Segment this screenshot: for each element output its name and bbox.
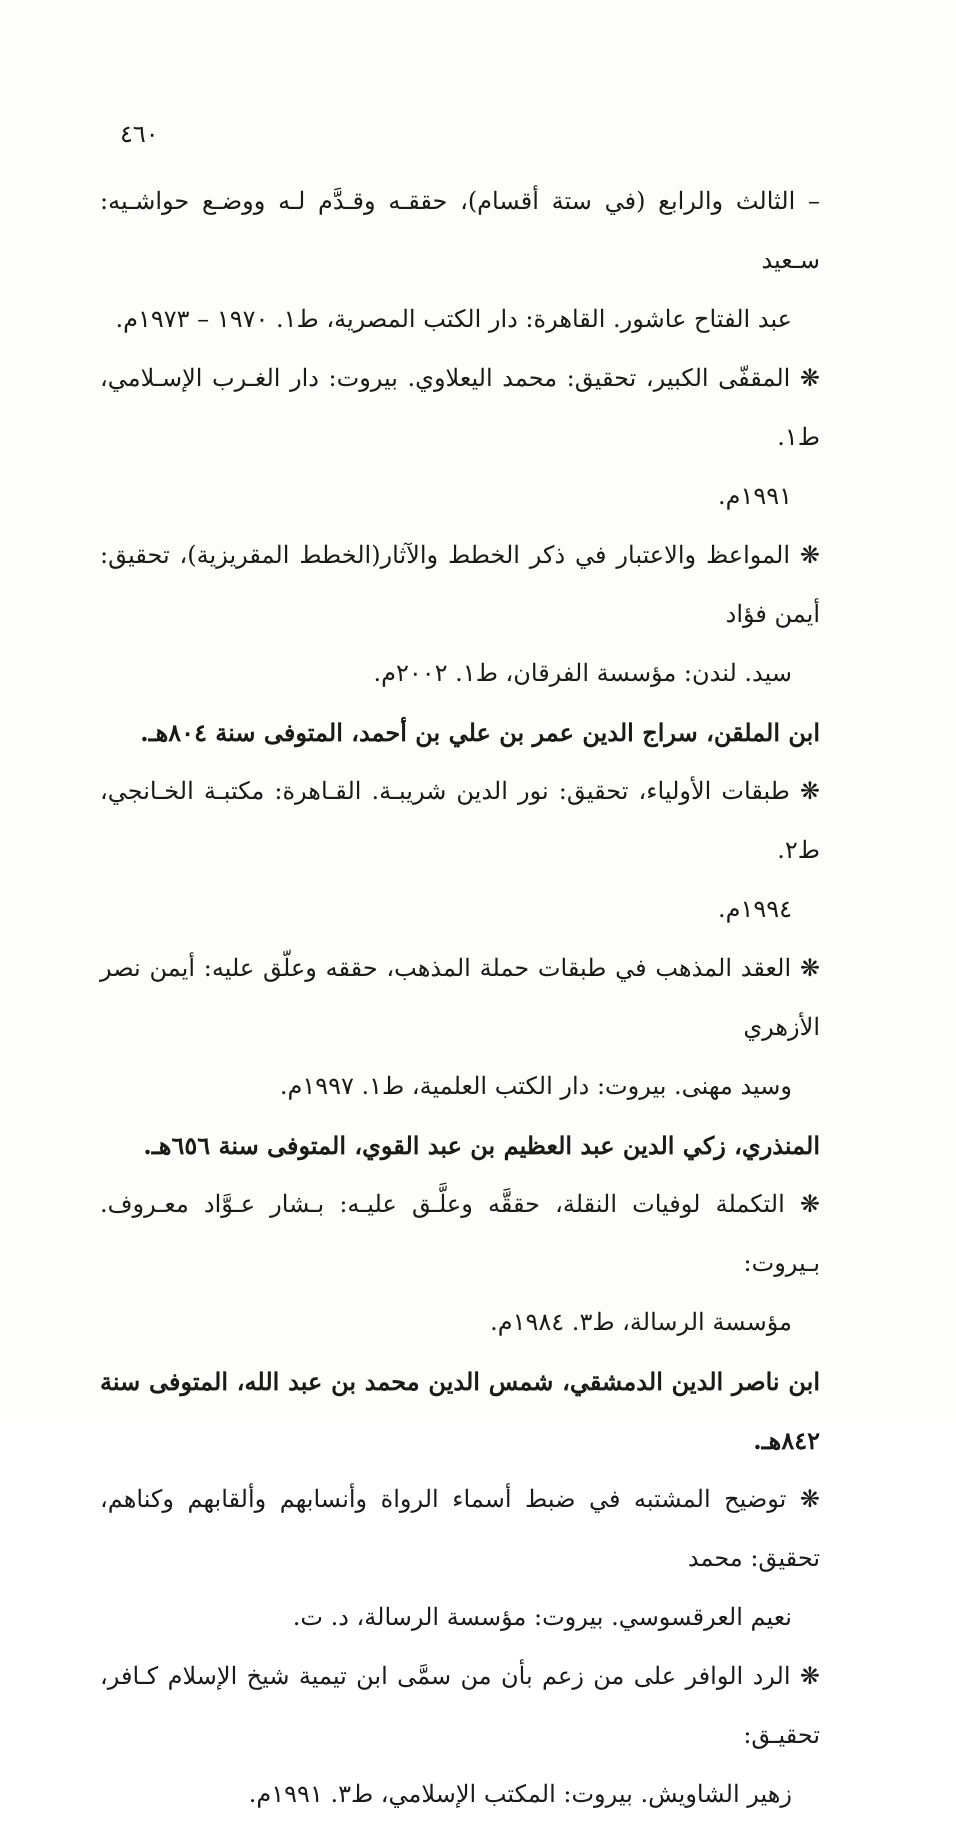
entry-line: ❋ التكملة لوفيات النقلة، حققَّه وعلَّـق عليـه: بـشار عـوَّاد معـروف. بـيروت:	[100, 1190, 820, 1277]
bibliography-entry	[100, 1175, 820, 1352]
entry-continuation: نعيم العرقسوسي. بيروت: مؤسسة الرسالة، د. ت.	[292, 1603, 792, 1631]
bibliography-entry	[100, 939, 820, 1116]
entry-line: ❋ المواعظ والاعتبار في ذكر الخطط والآثار(الخطط المقريزية)، تحقيق: أيمن فؤاد	[100, 541, 820, 628]
bibliography-entry	[100, 1647, 820, 1824]
entry-continuation: وسيد مهنى. بيروت: دار الكتب العلمية، ط١. ١٩٩٧م.	[279, 1072, 792, 1100]
author-heading: ابن ناصر الدين الدمشقي، شمس الدين محمد بن عبد الله، المتوفى سنة ٨٤٢هـ.	[100, 1367, 820, 1455]
page-number: ٤٦٠	[120, 120, 159, 148]
bibliography-entry	[100, 349, 820, 526]
entry-line: ❋ طبقات الأولياء، تحقيق: نور الدين شريبـة. القـاهرة: مكتبـة الخـانجي، ط٢.	[100, 777, 820, 864]
bibliography-list	[100, 172, 820, 1824]
bibliography-entry	[100, 1470, 820, 1647]
entry-continuation: سيد. لندن: مؤسسة الفرقان، ط١. ٢٠٠٢م.	[373, 659, 792, 687]
author-heading: ابن الملقن، سراج الدين عمر بن علي بن أحمد، المتوفى سنة ٨٠٤هـ.	[140, 718, 820, 747]
bibliography-entry	[100, 526, 820, 703]
entry-line: ❋ المقفّى الكبير، تحقيق: محمد اليعلاوي. بيروت: دار الغـرب الإسـلامي، ط١.	[100, 364, 820, 451]
author-heading: المنذري، زكي الدين عبد العظيم بن عبد القوي، المتوفى سنة ٦٥٦هـ.	[143, 1131, 820, 1160]
entry-continuation: زهير الشاويش. بيروت: المكتب الإسلامي، ط٣. ١٩٩١م.	[248, 1780, 792, 1808]
entry-continuation: مؤسسة الرسالة، ط٣. ١٩٨٤م.	[490, 1308, 792, 1336]
entry-line: ❋ الرد الوافر على من زعم بأن من سمَّى ابن تيمية شيخ الإسلام كـافر، تحقيـق:	[100, 1662, 820, 1749]
bibliography-entry	[100, 172, 820, 349]
entry-line: ❋ توضيح المشتبه في ضبط أسماء الرواة وأنسابهم وألقابهم وكناهم، تحقيق: محمد	[100, 1485, 820, 1572]
entry-line: ❋ العقد المذهب في طبقات حملة المذهب، حققه وعلّق عليه: أيمن نصر الأزهري	[100, 954, 820, 1041]
entry-continuation: عبد الفتاح عاشور. القاهرة: دار الكتب المصرية، ط١. ١٩٧٠ – ١٩٧٣م.	[115, 305, 792, 333]
bibliography-entry	[100, 762, 820, 939]
entry-continuation: ١٩٩٤م.	[717, 895, 792, 923]
entry-line: – الثالث والرابع (في ستة أقسام)، حققـه وقـدَّم لـه ووضـع حواشـيه: سـعيد	[100, 187, 820, 274]
entry-continuation: ١٩٩١م.	[717, 482, 792, 510]
